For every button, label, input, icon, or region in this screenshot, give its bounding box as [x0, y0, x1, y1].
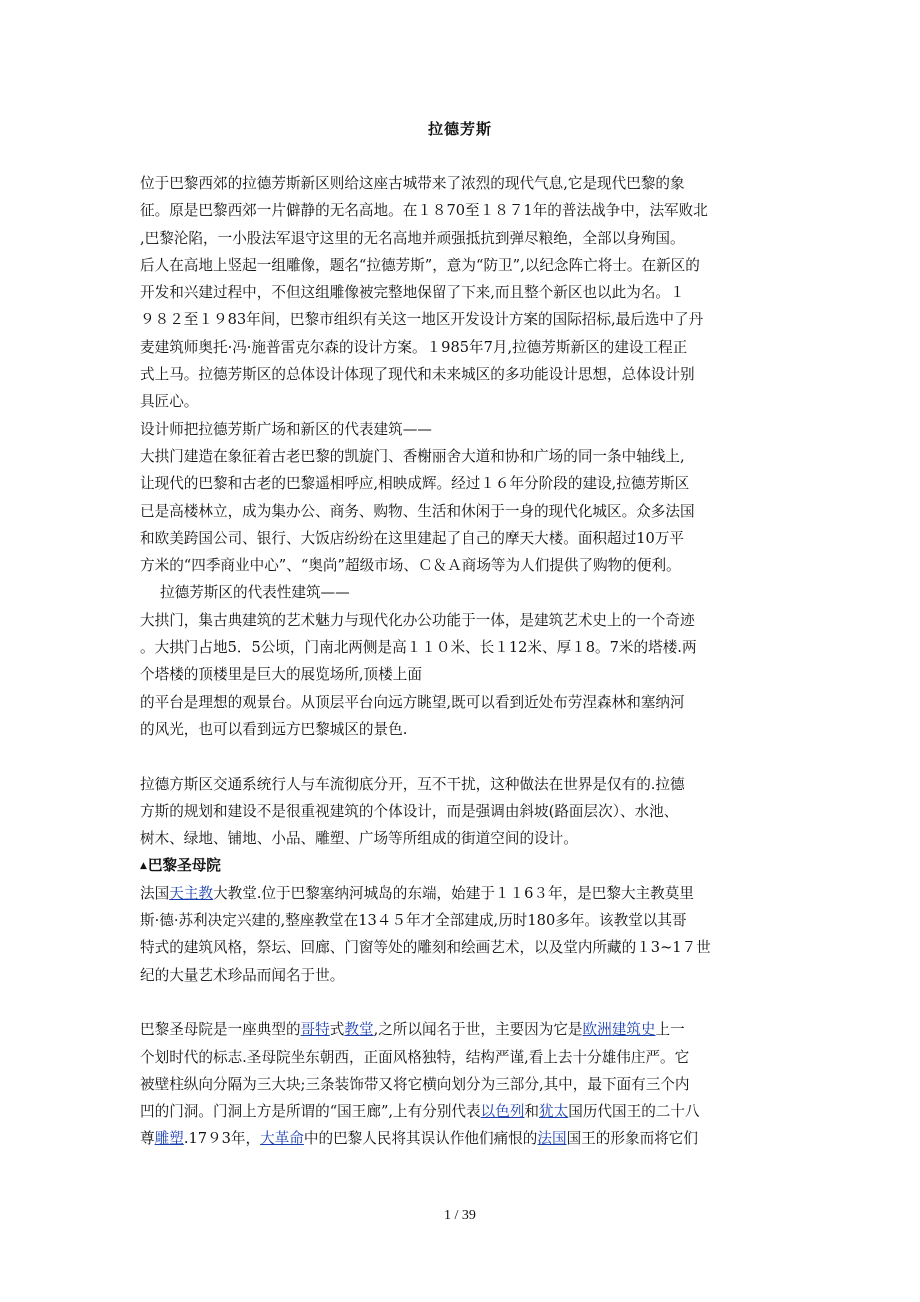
section-heading: [140, 852, 780, 879]
link-sculpture[interactable]: 雕塑: [154, 1130, 184, 1148]
text-line: 树木、绿地、铺地、小品、雕塑、广场等所组成的街道空间的设计。: [140, 830, 578, 848]
text-line: [140, 1125, 780, 1152]
text-line: 后人在高地上竖起一组雕像，题名“拉德芳斯”，意为“防卫”,以纪念阵亡将士。在新区的: [140, 256, 700, 274]
section-heading-text: 巴黎圣母院: [147, 857, 221, 875]
text-line: 位于巴黎西郊的拉德芳斯新区则给这座古城带来了浓烈的现代气息,它是现代巴黎的象: [140, 175, 685, 192]
link-france[interactable]: 法国: [537, 1130, 567, 1148]
text-line: ,巴黎沦陷，一小股法军退守这里的无名高地并顽强抵抗到弹尽粮绝，全部以身殉国。: [140, 229, 685, 247]
link-church[interactable]: 教堂: [344, 1021, 374, 1039]
text-segment: 国王的形象而将它们: [566, 1130, 698, 1148]
text-line: 让现代的巴黎和古老的巴黎遥相呼应,相映成辉。经过１６年分阶段的建设,拉德芳斯区: [140, 475, 690, 493]
triangle-bullet-icon: ▲: [140, 861, 147, 872]
text-line: 。大拱门占地5．5公顷，门南北两侧是高１１０米、长１12米、厚１8。7米的塔楼.两: [140, 639, 697, 657]
text-line: 开发和兴建过程中，不但这组雕像被完整地保留了下来,而且整个新区也以此为名。１: [140, 284, 685, 302]
text-line: 方斯的规划和建设不是很重视建筑的个体设计，而是强调由斜坡(路面层次）、水池、: [140, 802, 679, 820]
link-gothic[interactable]: 哥特: [300, 1021, 330, 1039]
text-segment: 法国: [140, 884, 170, 902]
document-body: [140, 170, 780, 1153]
text-line: 个划时代的标志.圣母院坐东朝西，正面风格独特，结构严谨,看上去十分雄伟庄严。它: [140, 1048, 690, 1066]
text-segment: .17９3年，: [183, 1130, 261, 1148]
text-line: 大拱门建造在象征着古老巴黎的凯旋门、香榭丽舍大道和协和广场的同一条中轴线上,: [140, 447, 685, 465]
link-israel[interactable]: 以色列: [480, 1103, 525, 1121]
blank-line: [140, 989, 780, 1016]
page-title: 拉德芳斯: [427, 120, 492, 138]
text-line: [140, 880, 780, 907]
text-line: 被壁柱纵向分隔为三大块;三条装饰带又将它横向划分为三部分,其中，最下面有三个内: [140, 1075, 690, 1093]
section-intro-2: 拉德芳斯区的代表性建筑——: [160, 584, 350, 602]
text-line: 纪的大量艺术珍品而闻名于世。: [140, 966, 345, 984]
link-judah[interactable]: 犹太: [539, 1103, 569, 1121]
page-number: 1 / 39: [444, 1208, 476, 1223]
text-segment: ,之所以闻名于世，主要因为它是: [373, 1021, 583, 1039]
link-catholic[interactable]: 天主教: [169, 884, 213, 902]
link-european-architecture-history[interactable]: 欧洲建筑史: [582, 1021, 656, 1039]
text-segment: 上一: [655, 1021, 685, 1039]
text-line: 已是高楼林立，成为集办公、商务、购物、生活和休闲于一身的现代化城区。众多法国: [140, 502, 695, 520]
text-line: 的平台是理想的观景台。从顶层平台向远方眺望,既可以看到近处布劳涅森林和塞纳河: [140, 693, 685, 711]
text-segment: 凹的门洞。门洞上方是所谓的“国王廊”,上有分别代表: [140, 1103, 481, 1121]
link-revolution[interactable]: 大革命: [260, 1130, 304, 1148]
text-segment: 大教堂.位于巴黎塞纳河城岛的东端，始建于１１6３年，是巴黎大主教莫里: [213, 884, 694, 902]
text-line: [140, 1098, 780, 1125]
text-line: 的风光，也可以看到远方巴黎城区的景色.: [140, 720, 408, 738]
text-line: 方米的“四季商业中心”、“奥尚”超级市场、Ｃ＆Ａ商场等为人们提供了购物的便利。: [140, 557, 681, 575]
text-line: 和欧美跨国公司、银行、大饭店纷纷在这里建起了自己的摩天大楼。面积超过10万平: [140, 529, 684, 547]
text-line: ９８２至１９83年间，巴黎市组织有关这一地区开发设计方案的国际招标,最后选中了丹: [140, 311, 704, 329]
section-intro: 设计师把拉德芳斯广场和新区的代表建筑——: [140, 420, 432, 438]
text-line: 式上马。拉德芳斯区的总体设计体现了现代和未来城区的多功能设计思想，总体设计别: [140, 366, 695, 384]
text-segment: 尊: [140, 1130, 155, 1148]
text-line: 拉德方斯区交通系统行人与车流彻底分开，互不干扰，这种做法在世界是仅有的.拉德: [140, 775, 685, 793]
text-line: [140, 1016, 780, 1043]
text-line: 个塔楼的顶楼里是巨大的展览场所,顶楼上面: [140, 666, 422, 684]
blank-line: [140, 743, 780, 770]
text-line: 麦建筑师奥托·冯·施普雷克尔森的设计方案。１985年7月,拉德芳斯新区的建设工程正: [140, 338, 688, 356]
text-line: 特式的建筑风格，祭坛、回廊、门窗等处的雕刻和绘画艺术，以及堂内所藏的１3~1７世: [140, 939, 711, 957]
text-segment: 巴黎圣母院是一座典型的: [140, 1021, 301, 1039]
text-segment: 中的巴黎人民将其误认作他们痛恨的: [303, 1130, 538, 1148]
text-line: 征。原是巴黎西郊一片僻静的无名高地。在１８70至１８７1年的普法战争中，法军败北: [140, 202, 708, 220]
text-line: 具匠心。: [140, 393, 199, 411]
text-line: 斯·德·苏利决定兴建的,整座教堂在13４５年才全部建成,历时180多年。该教堂以其哥: [140, 912, 687, 930]
text-segment: 国历代国王的二十八: [568, 1103, 700, 1121]
text-segment: 和: [524, 1103, 540, 1121]
text-segment: 式: [329, 1021, 345, 1039]
text-line: 大拱门，集古典建筑的艺术魅力与现代化办公功能于一体，是建筑艺术史上的一个奇迹: [140, 611, 695, 629]
